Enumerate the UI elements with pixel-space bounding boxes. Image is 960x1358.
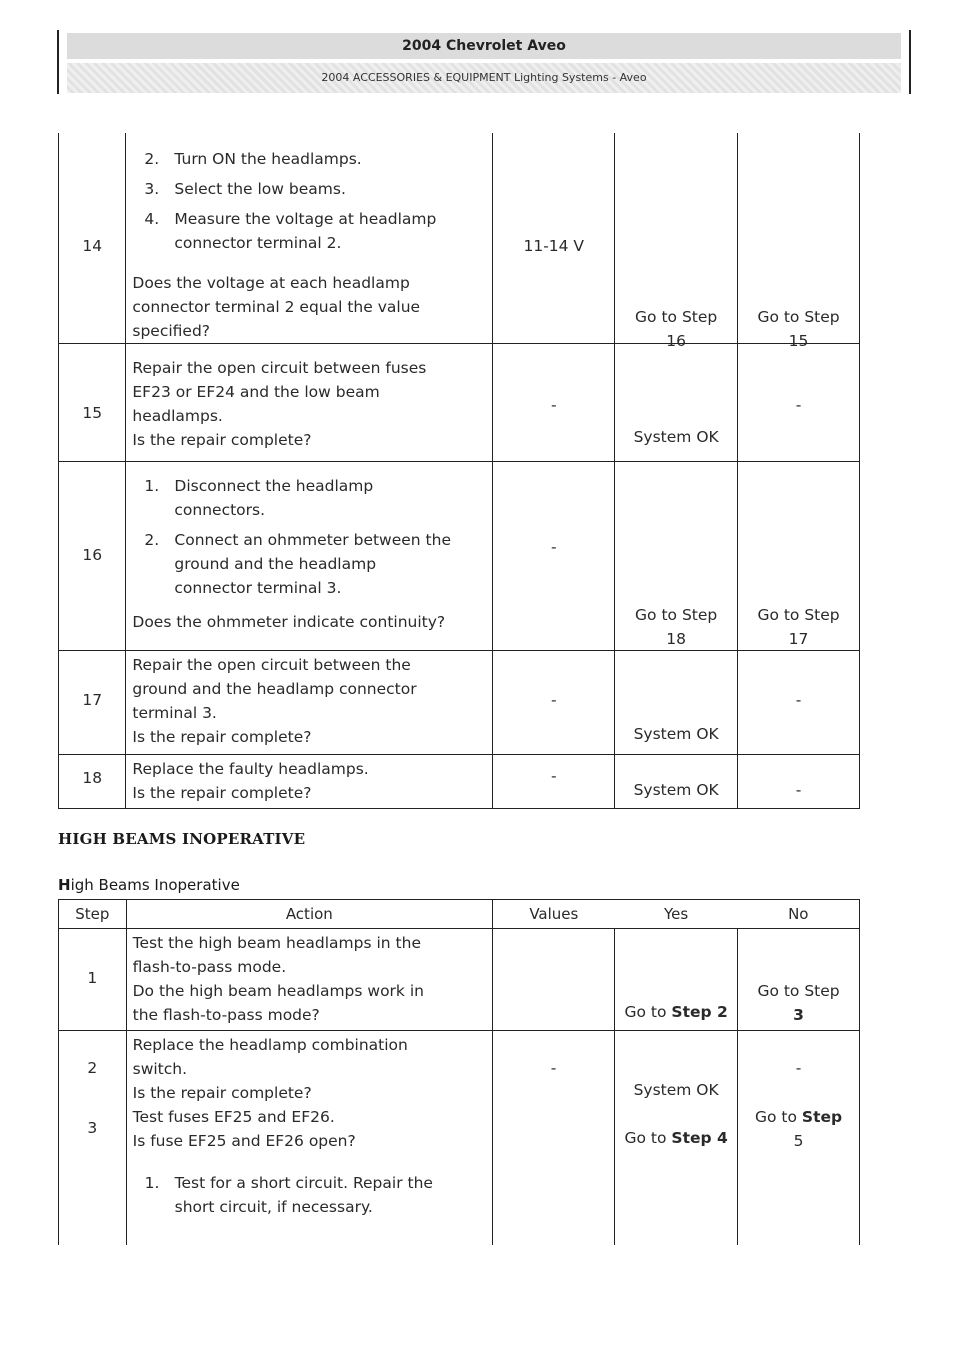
yes-cell: Go to Step 4: [615, 1105, 738, 1169]
table-row: [59, 462, 860, 651]
document-subtitle: 2004 ACCESSORIES & EQUIPMENT Lighting Systems - Aveo: [67, 63, 901, 93]
table-row: [59, 929, 860, 1031]
action-step: 2. Connect an ohmmeter between the ground and the headlamp connector terminal 3.: [144, 531, 451, 597]
action-cell: Test the high beam headlamps in the flash-to-pass mode. Do the high beam headlamps work in the flash-to-pass mode?: [126, 929, 492, 1031]
table-row: [59, 651, 860, 755]
action-cell: Repair the open circuit between the ground and the headlamp connector terminal 3. Is the repair complete?: [126, 651, 493, 755]
step-cell: [59, 929, 127, 1031]
action-cell: Repair the open circuit between fuses EF23 or EF24 and the low beam headlamps. Is the repair complete?: [126, 344, 493, 462]
values-cell: -: [493, 651, 615, 755]
action-cell: 1. Disconnect the headlamp connectors. 2. Connect an ohmmeter between the ground and the headlamp connector terminal 3. Does the ohmmeter indicate continuity?: [126, 462, 493, 651]
table-row: [59, 133, 860, 344]
action-question: Does the voltage at each headlamp connector terminal 2 equal the value specified?: [132, 274, 421, 340]
values-cell: [493, 1169, 615, 1245]
values-cell: [493, 133, 615, 344]
table-caption: High Beams Inoperative: [58, 876, 240, 894]
step-number: 2: [87, 1059, 98, 1077]
step-number: 18: [82, 769, 103, 787]
action-step: 1. Disconnect the headlamp connectors.: [144, 477, 374, 519]
yes-cell: Go to Step 16: [615, 133, 738, 344]
header-action: Action: [126, 900, 492, 929]
step-number: 14: [82, 237, 103, 255]
step-cell: [59, 1169, 127, 1245]
values-cell: -: [493, 1031, 615, 1106]
values-cell: [493, 1105, 615, 1169]
no-cell: Go to Step 5: [738, 1105, 860, 1169]
header-values: Values: [493, 900, 615, 929]
document-title: 2004 Chevrolet Aveo: [67, 33, 901, 59]
table-row: [59, 344, 860, 462]
table-row: [59, 755, 860, 809]
action-cell: Replace the headlamp combination switch. Is the repair complete?: [126, 1031, 492, 1106]
action-cell: Test fuses EF25 and EF26. Is fuse EF25 and EF26 open?: [126, 1105, 492, 1169]
yes-cell: System OK: [615, 651, 738, 755]
step-number: 1: [87, 969, 98, 987]
no-cell: Go to Step 15: [738, 133, 860, 344]
step-cell: [59, 1031, 127, 1106]
action-cell: Replace the faulty headlamps. Is the repair complete?: [126, 755, 493, 809]
no-cell: [738, 1169, 860, 1245]
action-step: 3. Select the low beams.: [144, 180, 346, 198]
no-cell: Go to Step 3: [738, 929, 860, 1031]
yes-cell: System OK: [615, 755, 738, 809]
action-cell: [126, 133, 493, 344]
step-cell: [59, 755, 126, 809]
yes-cell: System OK: [615, 344, 738, 462]
step-number: 17: [82, 691, 103, 709]
step-cell: [59, 462, 126, 651]
step-cell: [59, 344, 126, 462]
yes-cell: System OK: [615, 1031, 738, 1106]
step-cell: [59, 651, 126, 755]
step-cell: [59, 1105, 127, 1169]
low-beam-diagnostic-table: [58, 133, 860, 809]
value-text: 11-14 V: [523, 237, 585, 255]
action-step: 4. Measure the voltage at headlamp connector terminal 2.: [144, 210, 437, 252]
values-cell: -: [493, 462, 615, 651]
yes-cell: Go to Step 18: [615, 462, 738, 651]
yes-cell: [615, 1169, 738, 1245]
action-step: 1. Test for a short circuit. Repair the short circuit, if necessary.: [144, 1174, 433, 1216]
table-row: [59, 1031, 860, 1106]
step-number: 15: [82, 404, 103, 422]
no-cell: -: [738, 651, 860, 755]
no-cell: -: [738, 755, 860, 809]
step-number: 3: [87, 1119, 98, 1137]
table-row: [59, 1169, 860, 1245]
section-title: HIGH BEAMS INOPERATIVE: [58, 830, 306, 848]
action-step: 2. Turn ON the headlamps.: [144, 150, 362, 168]
high-beam-diagnostic-table: [58, 899, 860, 1245]
no-cell: Go to Step 17: [738, 462, 860, 651]
no-cell: -: [738, 344, 860, 462]
table-header-row: [59, 900, 860, 929]
no-cell: -: [738, 1031, 860, 1106]
values-cell: -: [493, 344, 615, 462]
table-row: [59, 1105, 860, 1169]
values-cell: [493, 929, 615, 1031]
action-cell: [126, 1169, 492, 1245]
step-number: 16: [82, 546, 103, 564]
values-cell: -: [493, 755, 615, 809]
page-header: [57, 30, 911, 94]
header-yes: Yes: [615, 900, 738, 929]
yes-cell: Go to Step 2: [615, 929, 738, 1031]
header-no: No: [738, 900, 860, 929]
step-cell: [59, 133, 126, 344]
header-step: Step: [59, 900, 127, 929]
